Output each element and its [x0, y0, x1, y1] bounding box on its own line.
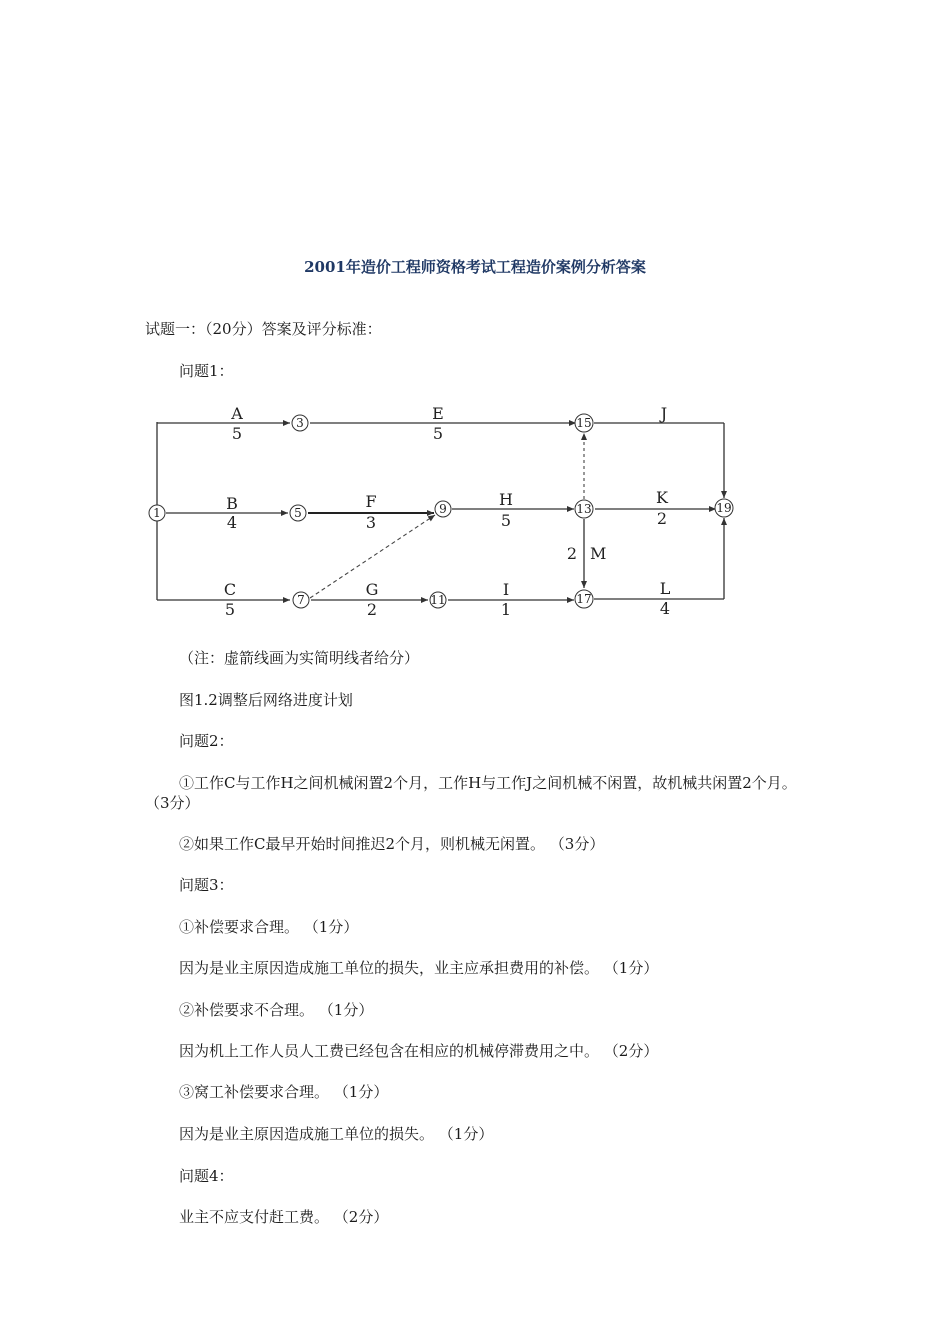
- activity-C-duration: 5: [224, 600, 236, 619]
- activity-M-name: M: [590, 544, 607, 563]
- svg-text:5: 5: [294, 506, 302, 520]
- section-heading: 试题一：（20分）答案及评分标准：: [145, 320, 382, 338]
- activity-J-name: J: [660, 404, 668, 423]
- question-3-item-3: ③窝工补偿要求合理。 （1分）: [179, 1083, 389, 1101]
- activity-E-duration: 5: [432, 424, 444, 443]
- activity-F-name: F: [365, 492, 377, 511]
- question-2-item-2: ②如果工作C最早开始时间推迟2个月，则机械无闲置。 （3分）: [179, 835, 605, 853]
- question-4-item-1: 业主不应支付赶工费。 （2分）: [179, 1208, 389, 1226]
- activity-A-name: A: [231, 404, 243, 423]
- document-title: 2001年造价工程师资格考试工程造价案例分析答案: [304, 258, 646, 276]
- question-2-label: 问题2：: [179, 732, 234, 750]
- svg-text:17: 17: [576, 592, 592, 606]
- svg-text:7: 7: [297, 593, 305, 607]
- diagram-note: （注：虚箭线画为实简明线者给分）: [179, 649, 420, 667]
- activity-I-name: I: [502, 580, 510, 599]
- activity-F-duration: 3: [365, 513, 377, 532]
- svg-text:13: 13: [576, 502, 592, 516]
- activity-I-duration: 1: [500, 600, 512, 619]
- node-15: [575, 414, 593, 432]
- activity-G-name: G: [365, 580, 379, 599]
- svg-text:1: 1: [153, 506, 161, 520]
- svg-text:9: 9: [439, 502, 447, 516]
- question-3-item-1-reason: 因为是业主原因造成施工单位的损失，业主应承担费用的补偿。 （1分）: [179, 959, 659, 977]
- svg-text:11: 11: [430, 593, 446, 607]
- network-diagram: [140, 395, 750, 620]
- node-5: [290, 505, 306, 521]
- activity-M-duration: 2: [566, 544, 577, 563]
- activity-L-duration: 4: [659, 599, 671, 618]
- question-3-item-1: ①补偿要求合理。 （1分）: [179, 918, 359, 936]
- activity-G-duration: 2: [366, 600, 378, 619]
- node-17: [575, 590, 593, 608]
- activity-H-duration: 5: [500, 511, 512, 530]
- node-3: [292, 415, 308, 431]
- activity-C-name: C: [223, 580, 237, 599]
- node-9: [435, 501, 451, 517]
- node-1: [149, 505, 165, 521]
- activity-L-name: L: [659, 579, 671, 598]
- figure-caption: 图1.2调整后网络进度计划: [179, 691, 353, 709]
- activity-E-name: E: [432, 404, 444, 423]
- svg-text:19: 19: [716, 501, 732, 515]
- activity-B-name: B: [226, 494, 238, 513]
- question-4-label: 问题4：: [179, 1167, 234, 1185]
- question-3-item-2: ②补偿要求不合理。 （1分）: [179, 1001, 374, 1019]
- question-1-label: 问题1：: [179, 362, 234, 380]
- question-3-item-2-reason: 因为机上工作人员人工费已经包含在相应的机械停滞费用之中。 （2分）: [179, 1042, 659, 1060]
- activity-B-duration: 4: [226, 513, 238, 532]
- activity-K-duration: 2: [656, 509, 668, 528]
- activity-A-duration: 5: [231, 424, 243, 443]
- node-11: [430, 592, 446, 608]
- activity-H-name: H: [499, 490, 513, 509]
- node-7: [293, 592, 309, 608]
- question-3-label: 问题3：: [179, 876, 234, 894]
- node-19: [715, 499, 733, 517]
- svg-text:3: 3: [296, 416, 304, 430]
- question-2-item-1: ①工作C与工作H之间机械闲置2个月，工作H与工作J之间机械不闲置，故机械共闲置2个月。 （3分）: [145, 774, 797, 812]
- svg-text:15: 15: [576, 416, 592, 430]
- activity-K-name: K: [656, 488, 668, 507]
- question-3-item-3-reason: 因为是业主原因造成施工单位的损失。 （1分）: [179, 1125, 494, 1143]
- node-13: [575, 500, 593, 518]
